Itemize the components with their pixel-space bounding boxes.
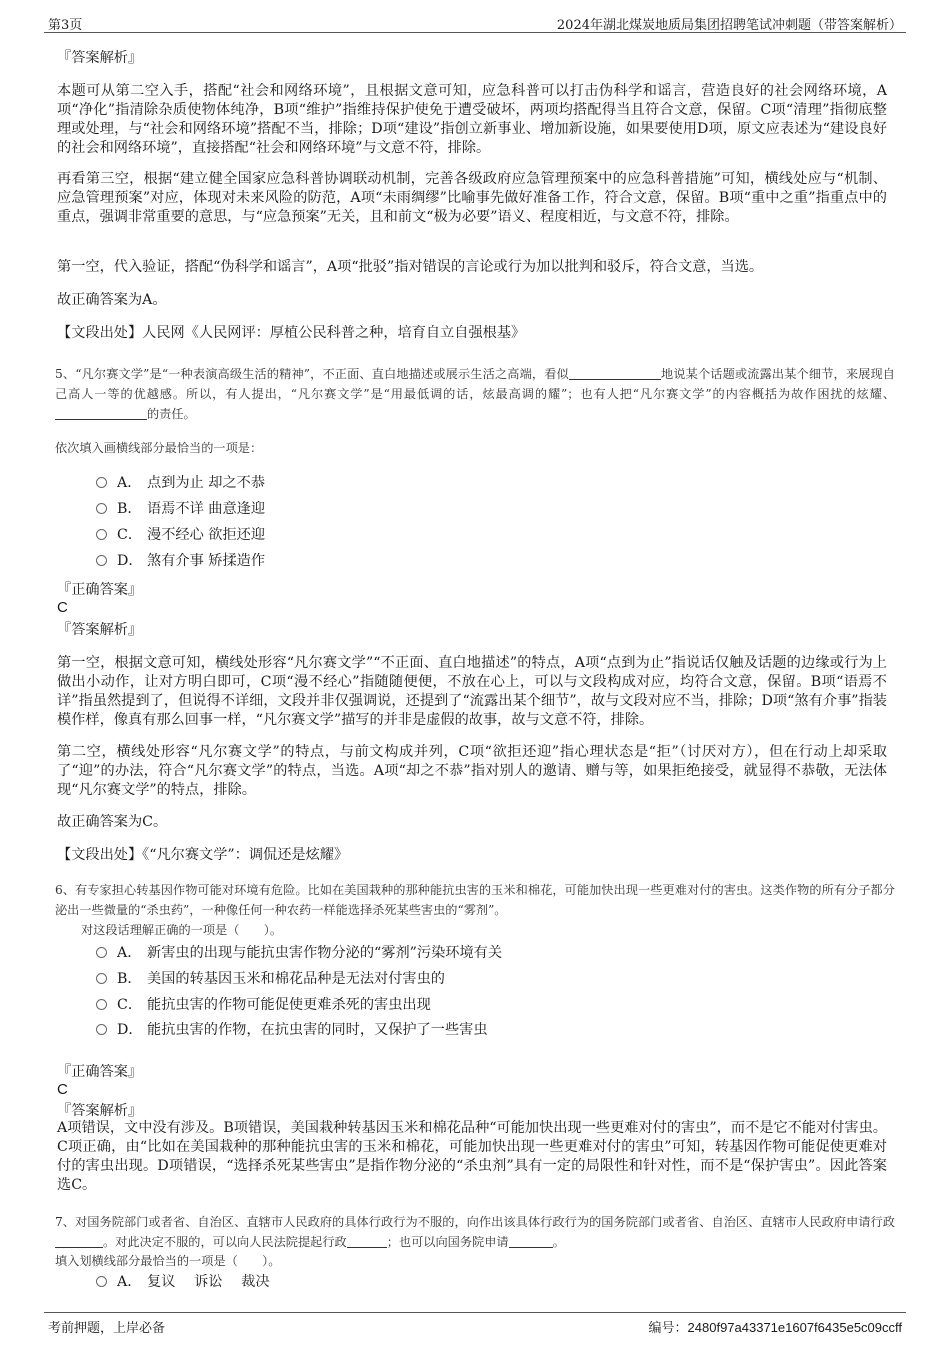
radio-icon[interactable] bbox=[96, 947, 107, 958]
radio-icon[interactable] bbox=[96, 477, 107, 488]
q7-stem-part3: ；也可以向国务院申请 bbox=[386, 1235, 509, 1249]
q5-stem-part2: 地说某个话题或流露出某个细节，来展现自己高人一等的优越感。所以，有人提出，“凡尔赛文学”是“用最低调的话，炫最高调的耀”；也有人把“凡尔赛文学”的内容概括为故作困扰的炫耀、 bbox=[55, 367, 895, 401]
page-header bbox=[44, 12, 906, 33]
document-title: 2024年湖北煤炭地质局集团招聘笔试冲刺题（带答案解析） bbox=[556, 18, 902, 33]
q4-source: 【文段出处】人民网《人民网评：厚植公民科普之种，培育自立自强根基》 bbox=[57, 325, 526, 341]
q4-analysis-label: 『答案解析』 bbox=[57, 50, 143, 66]
radio-icon[interactable] bbox=[96, 555, 107, 566]
q5-source: 【文段出处】《“凡尔赛文学”：调侃还是炫耀》 bbox=[57, 847, 349, 863]
q5-analysis-p1: 第一空，根据文意可知，横线处形容“凡尔赛文学”“不正面、直白地描述”的特点，A项“点到为止”指说话仅触及话题的边缘或行为上做出小动作，让对方明白即可，C项“漫不经心”指随随便便，不放在心上，可以与文段构成对应，均符合文意，保留。B项“语焉不详”指虽然提到了，但说得不详细，文段并非仅强调说，还提到了“流露出某个细节”，故与文段对应不当，排除；D项“煞有介事”指装模作样，像真有那么回事一样，“凡尔赛文学”描写的并非是虚假的故事，故与文意不符，排除。 bbox=[57, 655, 887, 728]
q6-prompt: 对这段话理解正确的一项是（ ）。 bbox=[81, 923, 283, 937]
q6-stem: 6、有专家担心转基因作物可能对环境有危险。比如在美国栽种的那种能抗虫害的玉米和棉花，可能加快出现一些更难对付的害虫。这类作物的所有分子都分泌出一些微量的“杀虫药”，一种像任何一种农药一样能选择杀死某些害虫的“雾剂”。 bbox=[55, 883, 895, 917]
q4-analysis-p1: 本题可从第二空入手，搭配“社会和网络环境”，且根据文意可知，应急科普可以打击伪科学和谣言，营造良好的社会网络环境，A项“净化”指清除杂质使物体纯净，B项“维护”指维持保护使免于遭受破坏，两项均搭配得当且符合文意，保留。C项“清理”指彻底整理或处理，与“社会和网络环境”搭配不当，排除；D项“建设”指创立新事业、增加新设施，如果要使用D项，原文应表述为“建设良好的社会和网络环境”，直接搭配“社会和网络环境”与文意不符，排除。 bbox=[57, 83, 887, 156]
q4-analysis-p3: 第一空，代入验证，搭配“伪科学和谣言”，A项“批驳”指对错误的言论或行为加以批判和驳斥，符合文意，当选。 bbox=[57, 259, 764, 275]
page-number: 第3页 bbox=[48, 18, 83, 33]
q5-analysis-label: 『答案解析』 bbox=[57, 622, 143, 638]
q6-option-c[interactable]: C． 能抗虫害的作物可能促使更难杀死的害虫出现 bbox=[96, 995, 431, 1015]
q6-option-a[interactable]: A． 新害虫的出现与能抗虫害作物分泌的“雾剂”污染环境有关 bbox=[96, 943, 502, 963]
footer-slogan: 考前押题，上岸必备 bbox=[48, 1321, 166, 1336]
q5-conclusion: 故正确答案为C。 bbox=[57, 814, 168, 830]
q5-blank-1 bbox=[569, 367, 661, 380]
page-footer bbox=[44, 1312, 906, 1335]
q5-stem-part3: 的责任。 bbox=[147, 407, 196, 421]
q6-analysis-label: 『答案解析』 bbox=[57, 1103, 143, 1119]
q5-option-c[interactable]: C． 漫不经心 欲拒还迎 bbox=[96, 525, 265, 545]
q5-stem-part1: 5、“凡尔赛文学”是“一种表演高级生活的精神”，不正面、直白地描述或展示生活之高端，看似 bbox=[55, 367, 569, 381]
document-id: 编号：2480f97a43371e1607f6435e5c09ccff bbox=[648, 1320, 902, 1335]
q5-analysis-p2: 第二空，横线处形容“凡尔赛文学”的特点，与前文构成并列，C项“欲拒还迎”指心理状态是“拒”（讨厌对方），但在行动上却采取了“迎”的办法，符合“凡尔赛文学”的特点，当选。A项“却之不恭”指对别人的邀请、赠与等，如果拒绝接受，就显得不恭敬，无法体现“凡尔赛文学”的特点，排除。 bbox=[57, 744, 887, 798]
q6-option-d[interactable]: D． 能抗虫害的作物，在抗虫害的同时，又保护了一些害虫 bbox=[96, 1020, 488, 1040]
q5-stem bbox=[55, 364, 895, 424]
radio-icon[interactable] bbox=[96, 999, 107, 1010]
q6-option-b[interactable]: B． 美国的转基因玉米和棉花品种是无法对付害虫的 bbox=[96, 969, 445, 989]
q6-correct-label: 『正确答案』 bbox=[57, 1064, 143, 1080]
q5-option-a[interactable]: A． 点到为止 却之不恭 bbox=[96, 473, 265, 493]
q5-blank-2 bbox=[55, 407, 147, 420]
radio-icon[interactable] bbox=[96, 973, 107, 984]
q7-stem-part2: 。对此决定不服的，可以向人民法院提起行政 bbox=[103, 1235, 347, 1249]
q7-prompt: 填入划横线部分最恰当的一项是（ ）。 bbox=[55, 1254, 281, 1268]
q7-option-a[interactable]: A． 复议 诉讼 裁决 bbox=[96, 1272, 270, 1292]
q5-option-d[interactable]: D． 煞有介事 矫揉造作 bbox=[96, 551, 265, 571]
q5-correct-answer: C bbox=[57, 599, 68, 616]
q4-analysis-p2: 再看第三空，根据“建立健全国家应急科普协调联动机制，完善各级政府应急管理预案中的应急科普措施”可知，横线处应与“机制、应急管理预案”对应，体现对未来风险的防范，A项“未雨绸缪”比喻事先做好准备工作，符合文意，保留。B项“重中之重”指重点中的重点，强调非常重要的意思，与“应急预案”无关，且和前文“极为必要”语义、程度相近，与文意不符，排除。 bbox=[57, 171, 887, 225]
q7-blank-2 bbox=[347, 1235, 387, 1248]
q6-correct-answer: C bbox=[57, 1081, 68, 1098]
radio-icon[interactable] bbox=[96, 1024, 107, 1035]
q4-conclusion: 故正确答案为A。 bbox=[57, 292, 167, 308]
q7-blank-3 bbox=[509, 1235, 553, 1248]
radio-icon[interactable] bbox=[96, 529, 107, 540]
q7-stem bbox=[55, 1212, 895, 1252]
q6-analysis: A项错误，文中没有涉及。B项错误，美国栽种转基因玉米和棉花品种“可能加快出现一些更难对付的害虫”，而不是它不能对付害虫。C项正确，由“比如在美国栽种的那种能抗虫害的玉米和棉花，可能加快出现一些更难对付的害虫”可知，转基因作物可能促使更难对付的害虫出现。D项错误，“选择杀死某些害虫”是指作物分泌的“杀虫剂”具有一定的局限性和针对性，而不是“保护害虫”。因此答案选C。 bbox=[57, 1120, 887, 1193]
q7-stem-part4: 。 bbox=[552, 1235, 565, 1249]
q5-prompt: 依次填入画横线部分最恰当的一项是： bbox=[55, 441, 263, 455]
radio-icon[interactable] bbox=[96, 1276, 107, 1287]
radio-icon[interactable] bbox=[96, 503, 107, 514]
q5-correct-label: 『正确答案』 bbox=[57, 582, 143, 598]
q5-option-b[interactable]: B． 语焉不详 曲意逢迎 bbox=[96, 499, 265, 519]
q7-stem-part1: 7、对国务院部门或者省、自治区、直辖市人民政府的具体行政行为不服的，向作出该具体行政行为的国务院部门或者省、自治区、直辖市人民政府申请行政 bbox=[55, 1215, 895, 1229]
q7-blank-1 bbox=[55, 1235, 103, 1248]
